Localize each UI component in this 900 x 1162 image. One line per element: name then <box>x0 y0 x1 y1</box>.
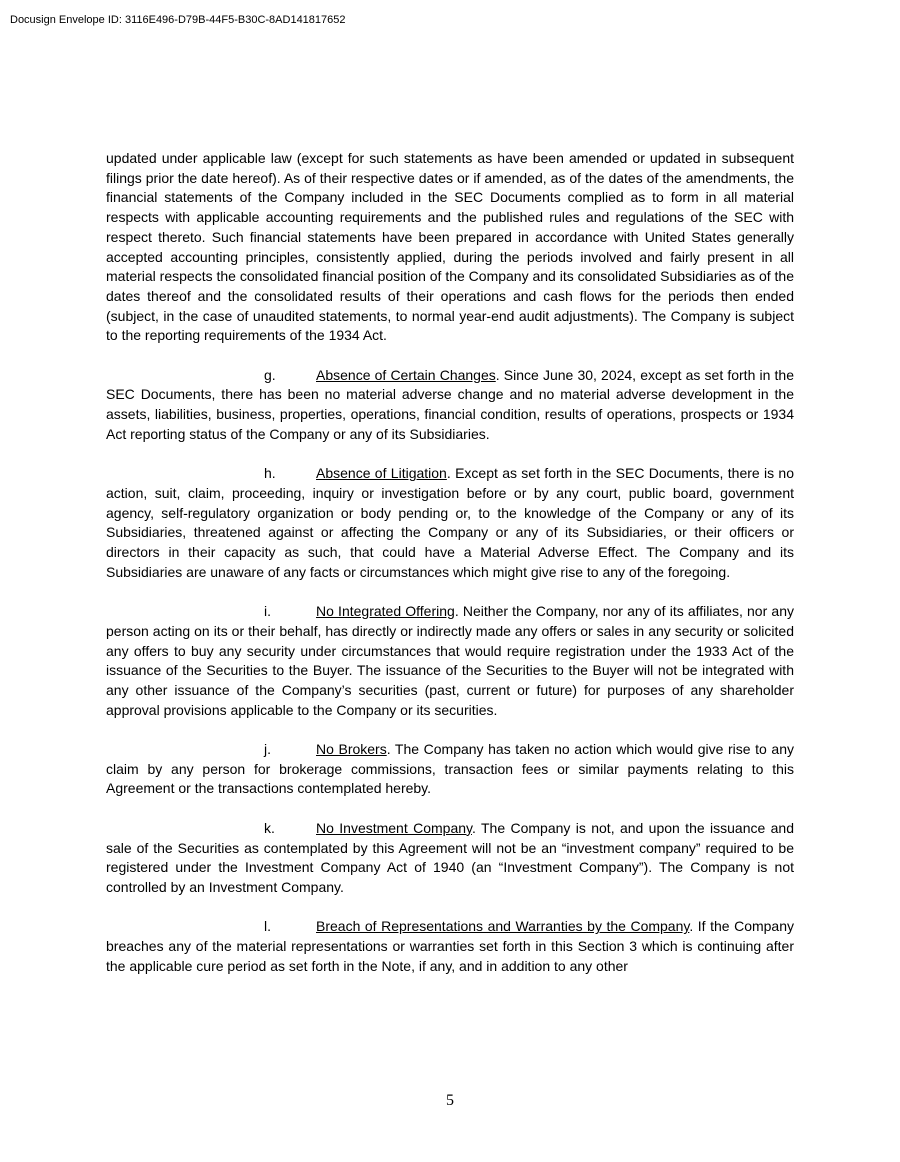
intro-paragraph: updated under applicable law (except for such statements as have been amended or updated in subsequent filings prior the date hereof). As of their respective dates or if amended, as of the dates of the amendments, the financial statements of the Company included in the SEC Documents complied as to form in all material respects with applicable accounting requirements and the published rules and regulations of the SEC with respect thereto. Such financial statements have been prepared in accordance with United States generally accepted accounting principles, consistently applied, during the periods involved and fairly present in all material respects the consolidated financial position of the Company and its consolidated Subsidiaries as of the dates thereof and the consolidated results of their operations and cash flows for the periods then ended (subject, in the case of unaudited statements, to normal year-end audit adjustments). The Company is subject to the reporting requirements of the 1934 Act. <box>106 150 794 344</box>
section-text: . The Company is not, and upon the issuance and sale of the Securities as contemplated by this Agreement will not be an “investment company” required to be registered under the Investment Company Act of 1940 (an “Investment Company”). The Company is not controlled by an Investment Company. <box>106 819 794 895</box>
section-heading: No Integrated Offering <box>316 603 455 620</box>
page-number: 5 <box>446 1092 454 1109</box>
section-text: . Except as set forth in the SEC Documents, there is no action, suit, claim, proceeding, inquiry or investigation before or by any court, public board, government agency, self-regulatory organization or body pending or, to the knowledge of the Company or any of its Subsidiaries, threatened against or affecting the Company or any of its Subsidiaries, or their officers or directors in their capacity as such, that could have a Material Adverse Effect. The Company and its Subsidiaries are unaware of any facts or circumstances which might give rise to any of the foregoing. <box>106 465 795 580</box>
section-heading: Breach of Representations and Warranties by the Company <box>316 918 690 935</box>
section-number: h. <box>264 465 276 482</box>
section-number: i. <box>264 603 271 620</box>
section-text: . If the Company breaches any of the material representations or warranties set forth in this Section 3 which is continuing after the applicable cure period as set forth in the Note, if any, and in addition to any other <box>106 918 794 974</box>
section-k <box>106 819 794 898</box>
section-heading: Absence of Certain Changes <box>316 366 496 383</box>
section-j <box>106 740 794 799</box>
section-heading: Absence of Litigation <box>316 465 447 482</box>
section-heading: No Investment Company <box>316 819 472 836</box>
section-text: . The Company has taken no action which would give rise to any claim by any person for brokerage commissions, transaction fees or similar payments relating to this Agreement or the transactions contemplated hereby. <box>106 741 794 797</box>
section-number: l. <box>264 918 271 935</box>
section-g <box>106 366 794 445</box>
section-number: g. <box>264 366 276 383</box>
section-l <box>106 917 794 976</box>
section-h <box>106 464 794 582</box>
section-heading: No Brokers <box>316 741 387 758</box>
section-i <box>106 602 794 720</box>
section-number: k. <box>264 819 275 836</box>
envelope-id: Docusign Envelope ID: 3116E496-D79B-44F5-B30C-8AD141817652 <box>10 14 346 26</box>
document-body <box>106 149 794 996</box>
section-text: . Since June 30, 2024, except as set forth in the SEC Documents, there has been no material adverse change and no material adverse development in the assets, liabilities, business, properties, operations, financial condition, results of operations, prospects or 1934 Act reporting status of the Company or any of its Subsidiaries. <box>106 366 794 442</box>
section-number: j. <box>264 741 271 758</box>
section-text: . Neither the Company, nor any of its affiliates, nor any person acting on its or their behalf, has directly or indirectly made any offers or sales in any security or solicited any offers to buy any security under circumstances that would require registration under the 1933 Act of the issuance of the Securities to the Buyer. The issuance of the Securities to the Buyer will not be integrated with any other issuance of the Company’s securities (past, current or future) for purposes of any shareholder approval provisions applicable to the Company or its securities. <box>106 603 794 718</box>
